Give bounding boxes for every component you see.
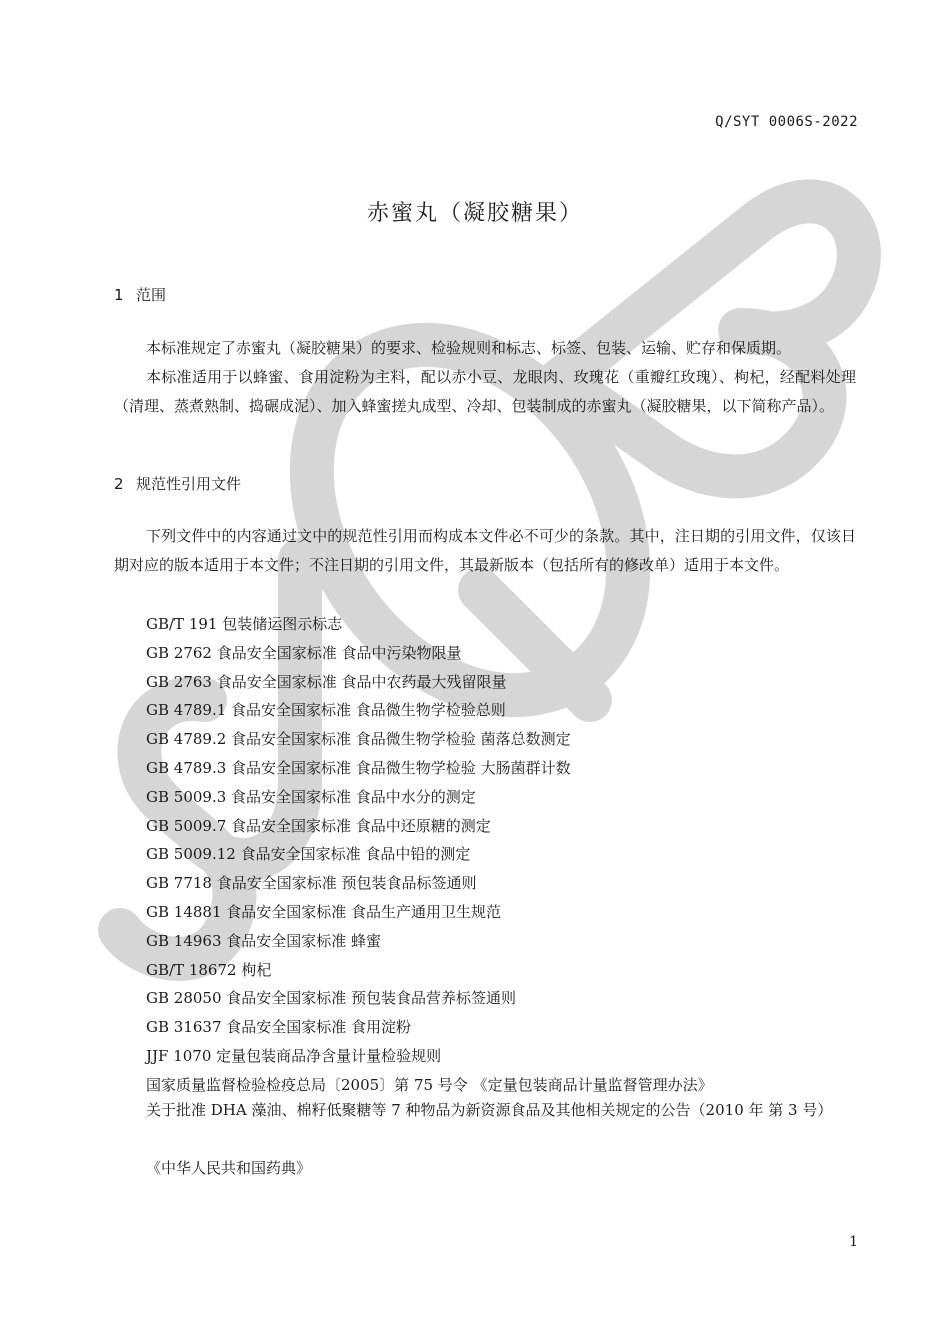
reference-item: GB 5009.7 食品安全国家标准 食品中还原糖的测定: [146, 816, 491, 835]
section-number: 1: [114, 286, 124, 304]
reference-item: GB 4789.3 食品安全国家标准 食品微生物学检验 大肠菌群计数: [146, 758, 571, 777]
reference-item: GB/T 18672 枸杞: [146, 960, 272, 979]
reference-item: GB 7718 食品安全国家标准 预包装食品标签通则: [146, 874, 477, 893]
reference-item: GB 2762 食品安全国家标准 食品中污染物限量: [146, 643, 462, 662]
reference-item: GB 14963 食品安全国家标准 蜂蜜: [146, 931, 382, 950]
reference-item: GB/T 191 包装储运图示标志: [146, 615, 343, 633]
normative-intro: 下列文件中的内容通过文中的规范性引用而构成本文件必不可少的条款。其中，注日期的引用文件，仅该日期对应的版本适用于本文件；不注日期的引用文件，其最新版本（包括所有的修改单）适用于本文件。: [114, 527, 856, 574]
section-title: 规范性引用文件: [136, 475, 242, 493]
reference-item: GB 5009.3 食品安全国家标准 食品中水分的测定: [146, 787, 476, 806]
reference-item: 国家质量监督检验检疫总局〔2005〕第 75 号令 《定量包装商品计量监督管理办法》: [146, 1075, 713, 1094]
page-number: 1: [849, 1234, 858, 1250]
document-code: Q/SYT 0006S-2022: [715, 114, 858, 130]
reference-pharmacopoeia: 《中华人民共和国药典》: [146, 1159, 312, 1177]
scope-paragraph-1: 本标准规定了赤蜜丸（凝胶糖果）的要求、检验规则和标志、标签、包装、运输、贮存和保质期。: [146, 339, 792, 357]
document-title: 赤蜜丸（凝胶糖果）: [366, 201, 583, 226]
section-title: 范围: [136, 286, 167, 304]
reference-item: GB 31637 食品安全国家标准 食用淀粉: [146, 1018, 412, 1037]
reference-item: GB 14881 食品安全国家标准 食品生产通用卫生规范: [146, 902, 502, 921]
scope-paragraph-2: 本标准适用于以蜂蜜、食用淀粉为主料，配以赤小豆、龙眼肉、玫瑰花（重瓣红玫瑰）、枸杞，经配料处理（清理、蒸煮熟制、捣碾成泥）、加入蜂蜜搓丸成型、冷却、包装制成的赤蜜丸（凝胶糖果，以下简称产品）。: [114, 368, 856, 415]
reference-announcement: 关于批准 DHA 藻油、棉籽低聚糖等 7 种物品为新资源食品及其他相关规定的公告（2010 年 第 3 号）: [146, 1101, 833, 1119]
reference-item: GB 5009.12 食品安全国家标准 食品中铅的测定: [146, 845, 471, 864]
reference-item: JJF 1070 定量包装商品净含量计量检验规则: [146, 1046, 442, 1065]
reference-item: GB 2763 食品安全国家标准 食品中农药最大残留限量: [146, 672, 507, 691]
reference-item: GB 4789.1 食品安全国家标准 食品微生物学检验总则: [146, 701, 506, 720]
reference-item: GB 28050 食品安全国家标准 预包装食品营养标签通则: [146, 989, 517, 1008]
reference-item: GB 4789.2 食品安全国家标准 食品微生物学检验 菌落总数测定: [146, 730, 571, 749]
section-number: 2: [114, 475, 124, 493]
reference-list: [146, 610, 713, 1100]
section-heading-normative: [114, 473, 241, 494]
section-heading-scope: [114, 284, 166, 305]
